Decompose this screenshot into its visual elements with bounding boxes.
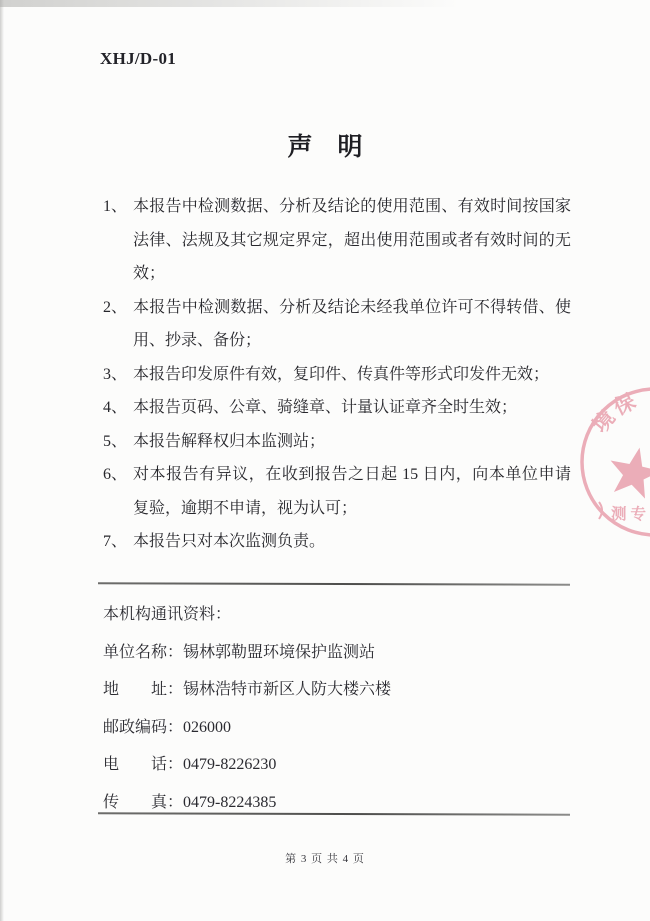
official-seal-stamp bbox=[560, 370, 650, 560]
item-text: 本报告页码、公章、骑缝章、计量认证章齐全时生效； bbox=[133, 399, 518, 416]
contact-value: 锡林郭勒盟环境保护监测站 bbox=[183, 643, 376, 661]
contact-row-unit-name bbox=[103, 639, 391, 677]
contact-section bbox=[103, 601, 391, 826]
section-divider-top bbox=[98, 582, 570, 585]
item-text: 本报告解释权归本监测站； bbox=[133, 432, 326, 450]
stamp-arc-text: 境保 bbox=[588, 387, 643, 438]
item-text: 对本报告有异议，在收到报告之日起 15 日内，向本单位申请复验，逾期不申请，视为认可； bbox=[133, 466, 571, 517]
statement-item-3 bbox=[103, 358, 571, 392]
contact-label: 传 真： bbox=[103, 793, 184, 811]
statement-list bbox=[103, 190, 571, 559]
contact-label: 电 话： bbox=[103, 756, 184, 773]
item-text: 本报告印发原件有效，复印件、传真件等形式印发件无效； bbox=[133, 365, 550, 383]
contact-value: 锡林浩特市新区人防大楼六楼 bbox=[183, 681, 392, 698]
statement-item-6 bbox=[103, 458, 571, 525]
contact-row-fax bbox=[103, 789, 391, 827]
form-code: XHJ/D-01 bbox=[100, 49, 177, 68]
stamp-bottom-text: 测专 bbox=[611, 506, 650, 523]
statement-item-7 bbox=[103, 525, 571, 559]
contact-heading: 本机构通讯资料： bbox=[103, 606, 232, 623]
contact-value: 0479-8224385 bbox=[183, 793, 277, 811]
item-text: 本报告只对本次监测负责。 bbox=[133, 533, 326, 550]
contact-value: 0479-8226230 bbox=[183, 756, 277, 773]
page-title: 声 明 bbox=[287, 134, 363, 161]
contact-label: 地 址： bbox=[103, 681, 184, 698]
item-number: 5、 bbox=[103, 432, 128, 450]
contact-row-phone bbox=[103, 751, 391, 789]
item-number: 4、 bbox=[103, 399, 128, 416]
contact-row-address bbox=[103, 676, 391, 714]
contact-value: 026000 bbox=[183, 718, 232, 736]
contact-row-postcode bbox=[103, 714, 391, 752]
page-number: 第 3 页 共 4 页 bbox=[285, 853, 365, 865]
item-text: 本报告中检测数据、分析及结论未经我单位许可不得转借、使用、抄录、备份； bbox=[133, 298, 571, 349]
statement-item-2 bbox=[103, 291, 571, 358]
statement-item-1 bbox=[103, 190, 571, 291]
contact-label: 单位名称： bbox=[103, 643, 184, 661]
contact-label: 邮政编码： bbox=[103, 718, 184, 736]
item-text: 本报告中检测数据、分析及结论的使用范围、有效时间按国家法律、法规及其它规定界定，超出使用范围或者有效时间的无效； bbox=[133, 198, 571, 282]
statement-item-4 bbox=[103, 391, 571, 425]
scan-edge-top bbox=[0, 0, 460, 7]
item-number: 7、 bbox=[103, 533, 128, 550]
item-number: 1、 bbox=[103, 198, 128, 215]
item-number: 3、 bbox=[103, 365, 128, 383]
item-number: 6、 bbox=[103, 466, 128, 483]
statement-item-5 bbox=[103, 425, 571, 459]
item-number: 2、 bbox=[103, 298, 128, 316]
star-icon bbox=[604, 442, 650, 500]
